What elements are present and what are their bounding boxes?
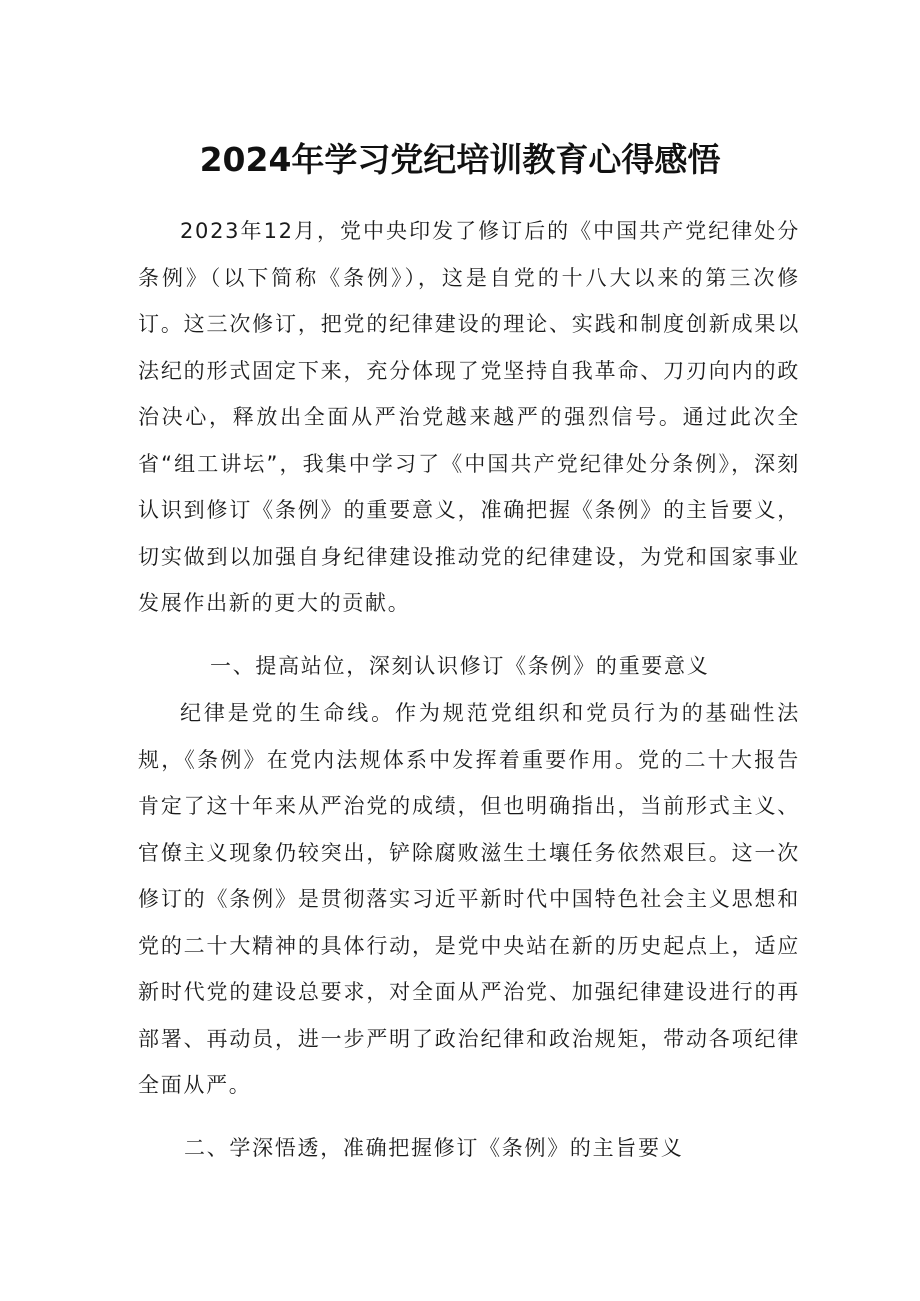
section1-heading: 一、提高站位，深刻认识修订《条例》的重要意义: [210, 654, 710, 678]
intro-paragraph: 2023年12月，党中央印发了修订后的《中国共产党纪律处分条例》（以下简称《条例》），这是自党的十八大以来的第三次修订。这三次修订，把党的纪律建设的理论、实践和制度创新成果以法纪的形式固定下来，充分体现了党坚持自我革命、刀刃向内的政治决心，释放出全面从严治党越来越严的强烈信号。通过此次全省“组工讲坛”，我集中学习了《中国共产党纪律处分条例》，深刻认识到修订《条例》的重要意义，准确把握《条例》的主旨要义，切实做到以加强自身纪律建设推动党的纪律建设，为党和国家事业发展作出新的更大的贡献。: [138, 219, 800, 615]
section2-heading: 二、学深悟透，准确把握修订《条例》的主旨要义: [184, 1136, 684, 1160]
section1-paragraph: 纪律是党的生命线。作为规范党组织和党员行为的基础性法规，《条例》在党内法规体系中发挥着重要作用。党的二十大报告肯定了这十年来从严治党的成绩，但也明确指出，当前形式主义、官僚主义现象仍较突出，铲除腐败滋生土壤任务依然艰巨。这一次修订的《条例》是贯彻落实习近平新时代中国特色社会主义思想和党的二十大精神的具体行动，是党中央站在新的历史起点上，适应新时代党的建设总要求，对全面从严治党、加强纪律建设进行的再部署、再动员，进一步严明了政治纪律和政治规矩，带动各项纪律全面从严。: [138, 701, 800, 1097]
document-title: 2024年学习党纪培训教育心得感悟: [199, 140, 721, 180]
